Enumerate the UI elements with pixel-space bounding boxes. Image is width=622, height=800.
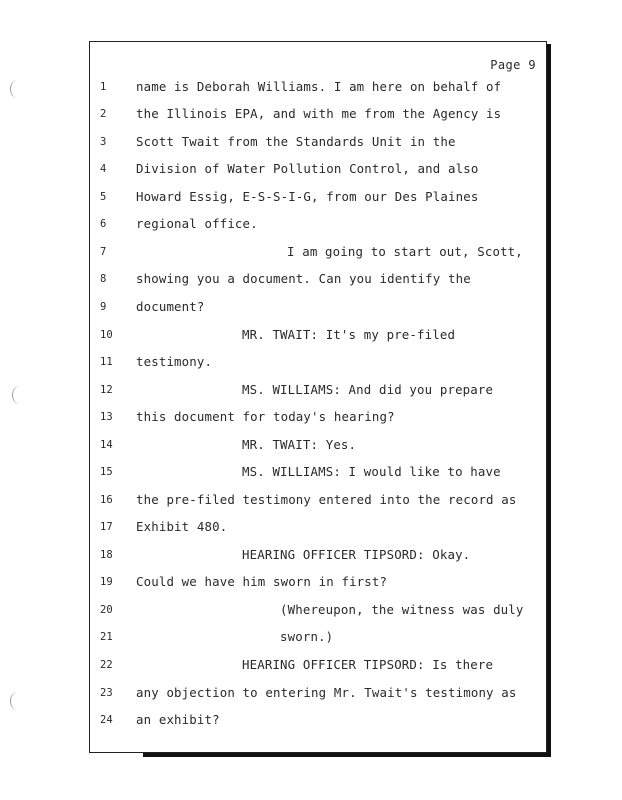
transcript-line [90,629,546,651]
line-text: MR. TWAIT: Yes. [242,437,357,452]
line-text: MR. TWAIT: It's my pre-filed [242,327,456,342]
transcript-line [90,464,546,486]
line-number: 10 [100,329,113,341]
transcript-line [90,244,546,266]
transcript-line [90,547,546,569]
punch-hole-bottom [10,692,25,710]
line-number: 21 [100,631,113,643]
line-text: the pre-filed testimony entered into the record as [136,492,517,507]
line-text: an exhibit? [136,712,220,727]
transcript-line [90,492,546,514]
transcript-line [90,327,546,349]
line-number: 17 [100,521,113,533]
line-number: 8 [100,273,107,285]
line-text: MS. WILLIAMS: I would like to have [242,464,501,479]
line-number: 23 [100,687,113,699]
line-text: name is Deborah Williams. I am here on behalf of [136,79,502,94]
transcript-line [90,161,546,183]
line-number: 6 [100,218,107,230]
line-number: 5 [100,191,107,203]
transcript-line [90,134,546,156]
line-number: 11 [100,356,113,368]
transcript-line [90,216,546,238]
line-number: 12 [100,384,113,396]
line-number: 18 [100,549,113,561]
page-shadow-right [547,44,551,756]
transcript-line [90,574,546,596]
transcript-line [90,657,546,679]
line-number: 7 [100,246,107,258]
punch-hole-middle [12,386,27,404]
transcript-line [90,685,546,707]
line-number: 22 [100,659,113,671]
transcript-line [90,519,546,541]
line-text: testimony. [136,354,213,369]
transcript-line [90,189,546,211]
line-text: sworn.) [280,629,334,644]
line-text: any objection to entering Mr. Twait's testimony as [136,685,517,700]
line-text: this document for today's hearing? [136,409,395,424]
line-number: 9 [100,301,107,313]
line-text: I am going to start out, Scott, [287,244,523,259]
line-text: HEARING OFFICER TIPSORD: Okay. [242,547,471,562]
transcript-line [90,106,546,128]
page-number: Page 9 [490,58,536,72]
line-number: 4 [100,163,107,175]
line-text: document? [136,299,205,314]
line-text: Division of Water Pollution Control, and also [136,161,479,176]
transcript-page [89,41,547,753]
line-text: Could we have him sworn in first? [136,574,388,589]
line-number: 1 [100,81,107,93]
transcript-line [90,712,546,734]
line-text: regional office. [136,216,258,231]
line-number: 20 [100,604,113,616]
punch-hole-top [10,80,25,98]
transcript-line [90,271,546,293]
transcript-line [90,299,546,321]
line-number: 13 [100,411,113,423]
transcript-line [90,79,546,101]
line-text: Howard Essig, E-S-S-I-G, from our Des Plaines [136,189,479,204]
line-text: showing you a document. Can you identify the [136,271,471,286]
line-text: Scott Twait from the Standards Unit in the [136,134,456,149]
line-number: 16 [100,494,113,506]
line-number: 19 [100,576,113,588]
line-text: HEARING OFFICER TIPSORD: Is there [242,657,494,672]
transcript-line [90,437,546,459]
line-text: Exhibit 480. [136,519,228,534]
transcript-line [90,382,546,404]
line-number: 24 [100,714,113,726]
line-number: 15 [100,466,113,478]
transcript-line [90,354,546,376]
line-text: the Illinois EPA, and with me from the Agency is [136,106,502,121]
transcript-line [90,409,546,431]
line-text: (Whereupon, the witness was duly [280,602,524,617]
line-number: 14 [100,439,113,451]
line-number: 2 [100,108,107,120]
line-number: 3 [100,136,107,148]
transcript-line [90,602,546,624]
line-text: MS. WILLIAMS: And did you prepare [242,382,494,397]
